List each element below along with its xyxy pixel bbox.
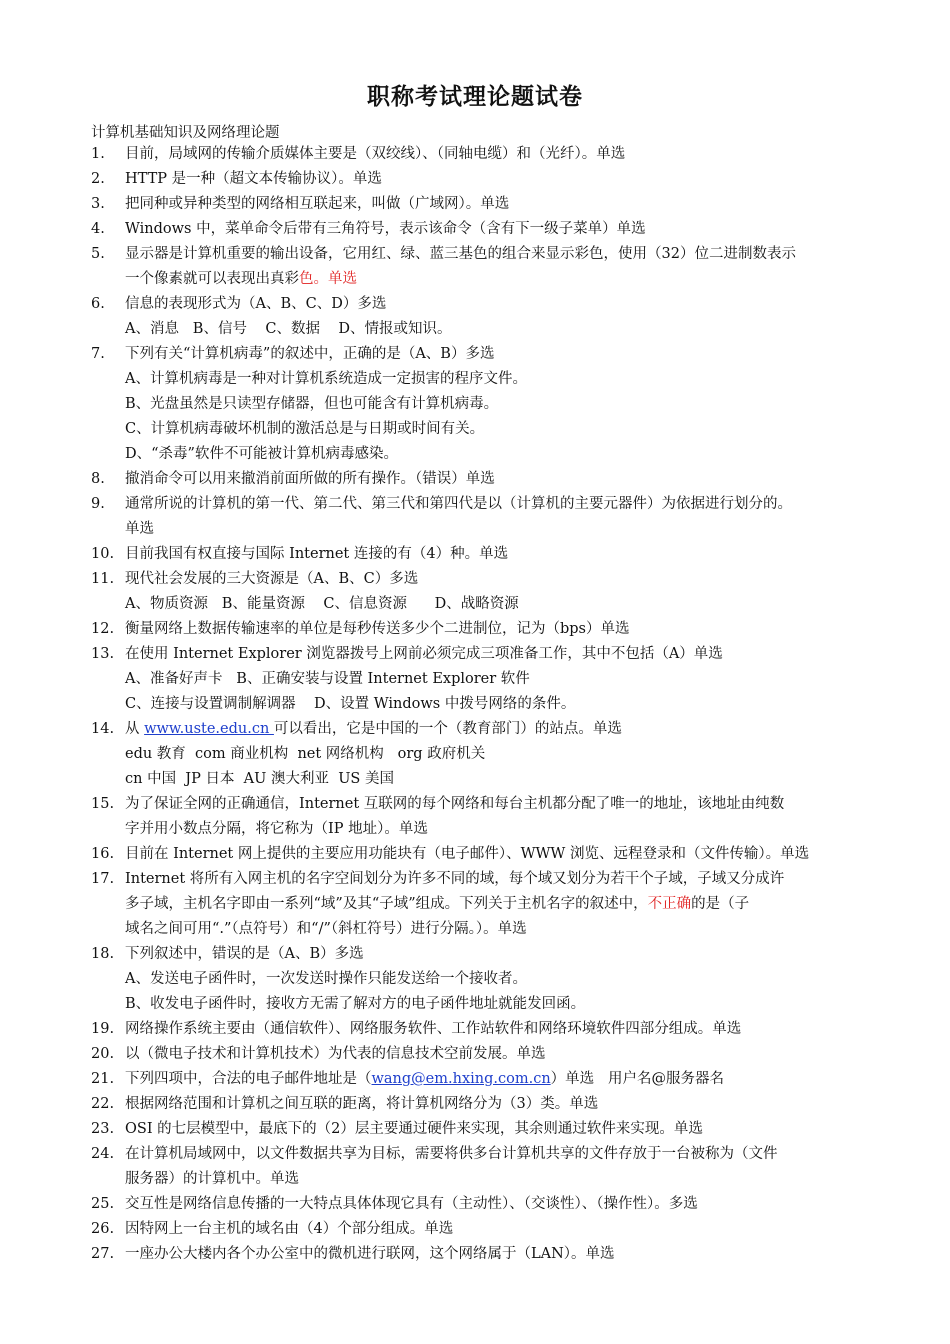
question-line [125,592,881,617]
question-number: 24. [91,1146,115,1162]
question-number: 14. [91,721,115,737]
question-line [125,942,881,967]
question-text: 把同种或异种类型的网络相互联起来，叫做（广域网）。单选 [125,196,510,212]
page-title: 职称考试理论题试卷 [367,84,583,110]
question-number: 6. [91,296,105,312]
question-number: 25. [91,1196,115,1212]
question-text: OSI 的七层模型中，最底下的（2）层主要通过硬件来实现，其余则通过软件来实现。单选 [125,1121,703,1137]
question-text: 显示器是计算机重要的输出设备，它用红、绿、蓝三基色的组合来显示彩色，使用（32）位二进制数表示 [125,246,796,262]
link-text[interactable]: wang@em.hxing.com.cn [371,1071,551,1087]
question-text: 为了保证全网的正确通信，Internet 互联网的每个网络和每台主机都分配了唯一的地址，该地址由纯数 [125,796,785,812]
question-item [91,942,881,1017]
question-text: 交互性是网络信息传播的一大特点具体体现它具有（主动性）、（交谈性）、（操作性）。多选 [125,1196,698,1212]
question-text: 通常所说的计算机的第一代、第二代、第三代和第四代是以（计算机的主要元器件）为依据进行划分的。 [125,496,792,512]
question-item [91,292,881,342]
question-line [125,1192,881,1217]
question-text: A、物质资源 B、能量资源 C、信息资源 D、战略资源 [125,596,519,612]
question-text: HTTP 是一种（超文本传输协议）。单选 [125,171,382,187]
question-item [91,617,881,642]
section-subtitle: 计算机基础知识及网络理论题 [91,125,280,141]
question-item [91,1067,881,1092]
question-line [125,867,881,892]
question-line [125,1017,881,1042]
question-line [125,792,881,817]
question-line [125,742,881,767]
question-number: 22. [91,1096,115,1112]
question-number: 7. [91,346,105,362]
question-line [125,342,881,367]
highlighted-text: 不正确 [647,896,692,912]
question-number: 21. [91,1071,115,1087]
question-text: 目前我国有权直接与国际 Internet 连接的有（4）种。单选 [125,546,509,562]
question-line [125,1142,881,1167]
question-text: C、连接与设置调制解调器 D、设置 Windows 中拨号网络的条件。 [125,696,576,712]
question-text: ）单选 用户名@服务器名 [550,1071,724,1087]
question-line [125,992,881,1017]
question-item [91,167,881,192]
question-text: edu 教育 com 商业机构 net 网络机构 org 政府机关 [125,746,486,762]
question-line [125,1117,881,1142]
question-number: 10. [91,546,115,562]
question-number: 11. [91,571,115,587]
question-text: A、发送电子函件时，一次发送时操作只能发送给一个接收者。 [125,971,527,987]
question-text: A、准备好声卡 B、正确安装与设置 Internet Explorer 软件 [125,671,530,687]
question-number: 16. [91,846,115,862]
question-number: 26. [91,1221,115,1237]
question-item [91,567,881,617]
question-line [125,1042,881,1067]
question-text: 网络操作系统主要由（通信软件）、网络服务软件、工作站软件和网络环境软件四部分组成。单选 [125,1021,742,1037]
question-number: 20. [91,1046,115,1062]
question-number: 12. [91,621,115,637]
link-text[interactable]: www.uste.edu.cn [144,721,274,737]
question-text: 字并用小数点分隔，将它称为（IP 地址）。单选 [125,821,428,837]
question-line [125,217,881,242]
question-line [125,667,881,692]
question-text: 信息的表现形式为（A、B、C、D）多选 [125,296,387,312]
question-number: 3. [91,196,105,212]
question-line [125,517,881,542]
question-text: 一个像素就可以表现出真彩 [125,271,299,287]
question-line [125,492,881,517]
question-text: 的是（子 [691,896,750,912]
question-number: 5. [91,246,105,262]
question-item [91,1092,881,1117]
question-number: 15. [91,796,115,812]
question-item [91,542,881,567]
question-line [125,542,881,567]
question-line [125,192,881,217]
question-text: B、收发电子函件时，接收方无需了解对方的电子函件地址就能发回函。 [125,996,586,1012]
question-item [91,492,881,542]
question-text: 目前在 Internet 网上提供的主要应用功能块有（电子邮件）、WWW 浏览、远程登录和（文件传输）。单选 [125,846,810,862]
question-text: 可以看出，它是中国的一个（教育部门）的站点。单选 [273,721,622,737]
question-text: 多子域，主机名字即由一系列“域”及其“子域”组成。下列关于主机名字的叙述中， [125,896,648,912]
question-text: 根据网络范围和计算机之间互联的距离，将计算机网络分为（3）类。单选 [125,1096,599,1112]
question-item [91,1142,881,1192]
question-number: 19. [91,1021,115,1037]
question-item [91,792,881,842]
question-number: 18. [91,946,115,962]
question-text: C、计算机病毒破坏机制的激活总是与日期或时间有关。 [125,421,485,437]
question-item [91,467,881,492]
question-text: A、计算机病毒是一种对计算机系统造成一定损害的程序文件。 [125,371,527,387]
question-line [125,167,881,192]
question-text: 从 [125,721,145,737]
question-item [91,1117,881,1142]
question-line [125,467,881,492]
question-list [91,142,881,1267]
question-number: 23. [91,1121,115,1137]
question-text: 服务器）的计算机中。单选 [125,1171,299,1187]
question-text: 下列叙述中，错误的是（A、B）多选 [125,946,364,962]
question-line [125,967,881,992]
question-line [125,717,881,742]
question-item [91,717,881,792]
question-line [125,1092,881,1117]
question-item [91,867,881,942]
question-text: A、消息 B、信号 C、数据 D、情报或知识。 [125,321,452,337]
question-item [91,1042,881,1067]
question-text: D、“杀毒”软件不可能被计算机病毒感染。 [125,446,398,462]
question-text: 现代社会发展的三大资源是（A、B、C）多选 [125,571,419,587]
question-line [125,142,881,167]
question-text: 域名之间可用“.”（点符号）和“/”（斜杠符号）进行分隔。）。单选 [125,921,527,937]
question-line [125,1217,881,1242]
question-line [125,442,881,467]
question-item [91,1017,881,1042]
question-line [125,642,881,667]
question-item [91,192,881,217]
question-line [125,842,881,867]
question-text: cn 中国 JP 日本 AU 澳大利亚 US 美国 [125,771,394,787]
question-text: 单选 [125,521,154,537]
question-number: 17. [91,871,115,887]
question-line [125,767,881,792]
question-line [125,367,881,392]
question-text: Internet 将所有入网主机的名字空间划分为许多不同的域，每个域又划分为若干个子域，子域又分成许 [125,871,785,887]
question-line [125,892,881,917]
question-number: 9. [91,496,105,512]
question-line [125,1242,881,1267]
question-number: 2. [91,171,105,187]
question-line [125,392,881,417]
highlighted-text: 色。单选 [299,271,357,287]
question-item [91,1217,881,1242]
question-line [125,267,881,292]
question-text: 下列四项中，合法的电子邮件地址是（ [125,1071,372,1087]
question-line [125,317,881,342]
question-item [91,242,881,292]
question-item [91,1192,881,1217]
question-text: B、光盘虽然是只读型存储器，但也可能含有计算机病毒。 [125,396,499,412]
question-number: 1. [91,146,105,162]
question-item [91,342,881,467]
question-line [125,1067,881,1092]
question-text: 以（微电子技术和计算机技术）为代表的信息技术空前发展。单选 [125,1046,546,1062]
question-text: 在使用 Internet Explorer 浏览器拨号上网前必须完成三项准备工作，其中不包括（A）单选 [125,646,723,662]
question-item [91,217,881,242]
question-text: 一座办公大楼内各个办公室中的微机进行联网，这个网络属于（LAN）。单选 [125,1246,615,1262]
question-line [125,617,881,642]
question-text: 撤消命令可以用来撤消前面所做的所有操作。（错误）单选 [125,471,495,487]
question-line [125,292,881,317]
question-line [125,242,881,267]
question-text: 在计算机局域网中，以文件数据共享为目标，需要将供多台计算机共享的文件存放于一台被称为（文件 [125,1146,778,1162]
question-text: 因特网上一台主机的域名由（4）个部分组成。单选 [125,1221,454,1237]
question-item [91,1242,881,1267]
question-item [91,642,881,717]
question-line [125,692,881,717]
question-line [125,417,881,442]
question-text: Windows 中，菜单命令后带有三角符号，表示该命令（含有下一级子菜单）单选 [125,221,646,237]
question-number: 13. [91,646,115,662]
question-line [125,567,881,592]
question-text: 衡量网络上数据传输速率的单位是每秒传送多少个二进制位，记为（bps）单选 [125,621,630,637]
question-number: 27. [91,1246,115,1262]
question-number: 4. [91,221,105,237]
question-item [91,842,881,867]
question-line [125,817,881,842]
question-item [91,142,881,167]
question-line [125,1167,881,1192]
question-text: 下列有关“计算机病毒”的叙述中，正确的是（A、B）多选 [125,346,495,362]
question-text: 目前，局域网的传输介质媒体主要是（双绞线）、（同轴电缆）和（光纤）。单选 [125,146,626,162]
question-number: 8. [91,471,105,487]
question-line [125,917,881,942]
